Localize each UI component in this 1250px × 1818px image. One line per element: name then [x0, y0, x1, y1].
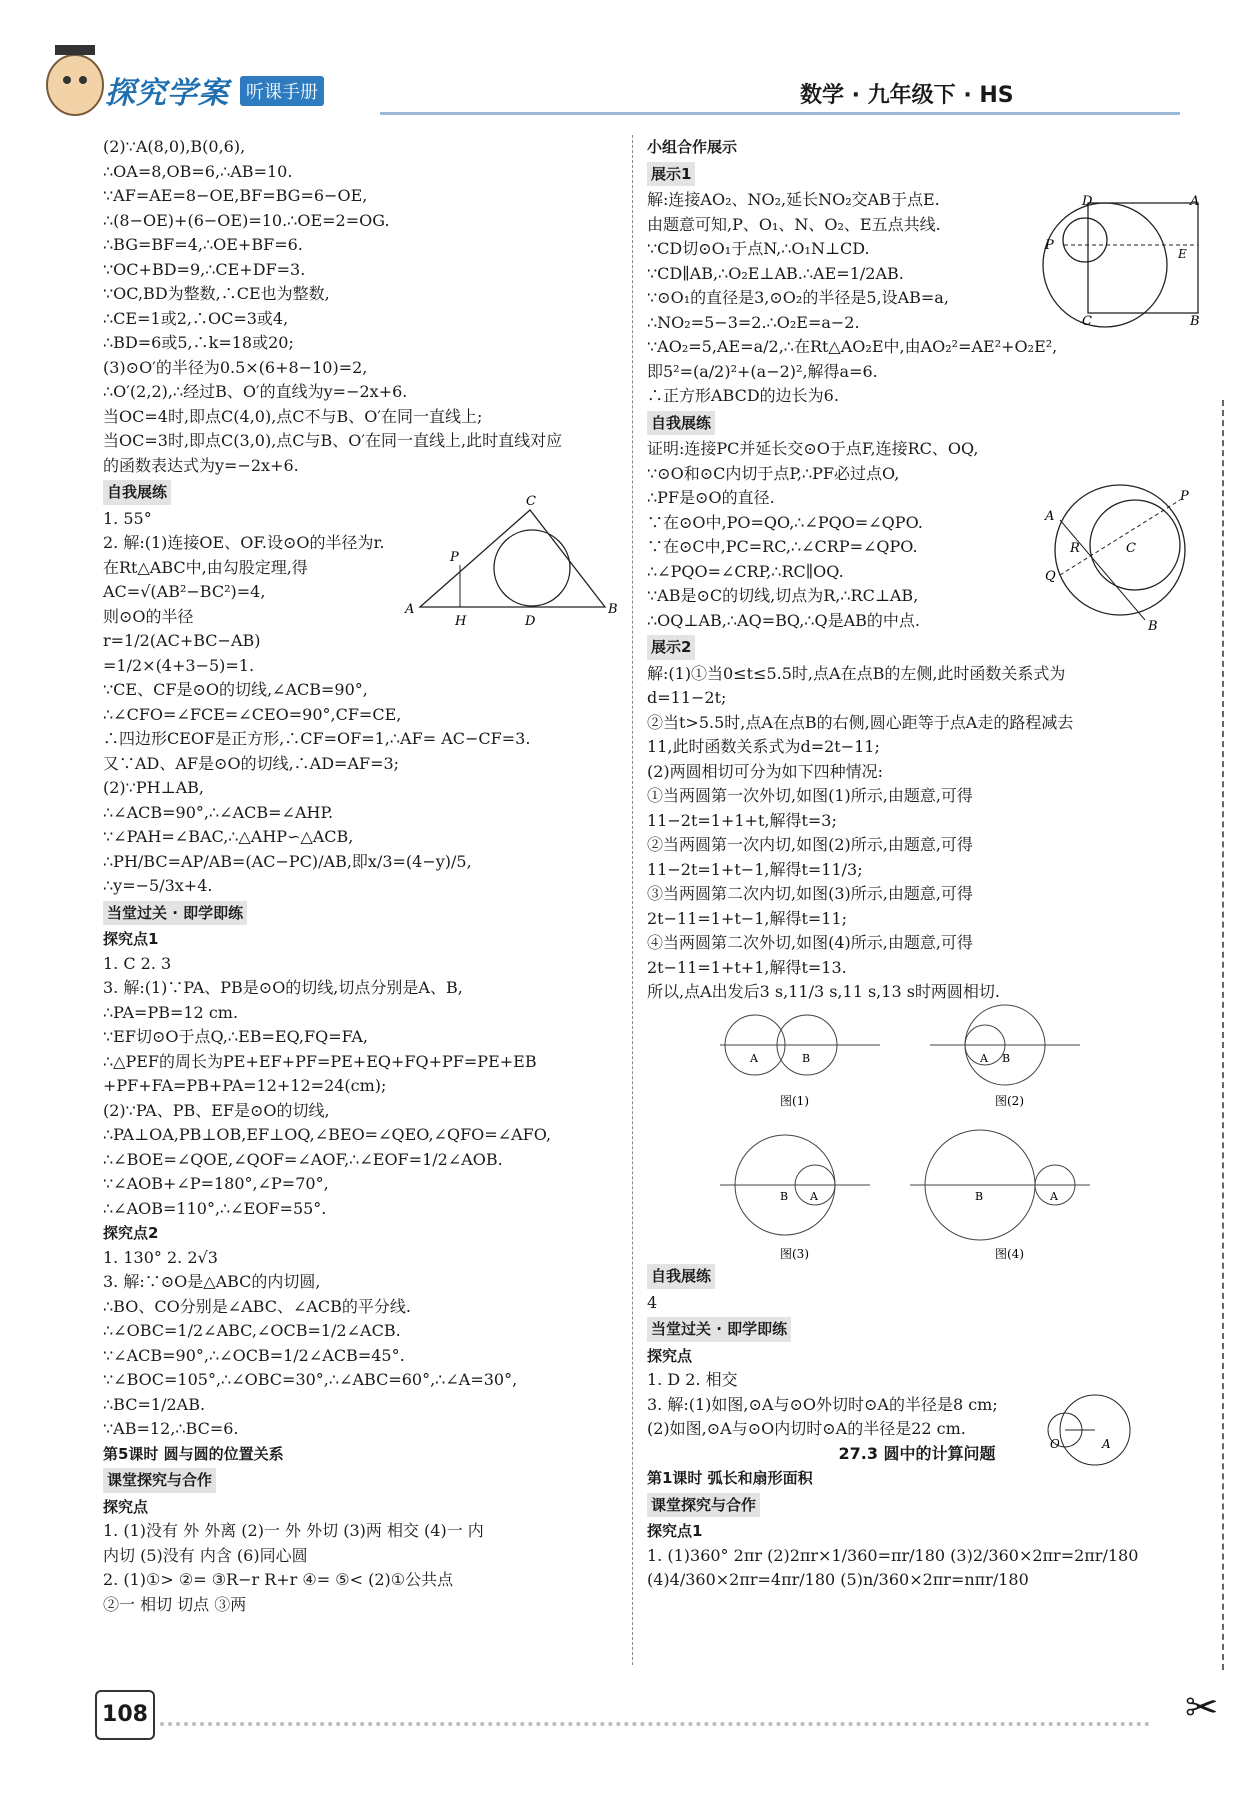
subheading: 第5课时 圆与圆的位置关系 [103, 1444, 284, 1463]
page-header [0, 0, 1250, 130]
text-line: 在Rt△ABC中,由勾股定理,得 [103, 557, 308, 577]
text-line: ∵AF=AE=8−OE,BF=BG=6−OE, [103, 186, 368, 205]
text-line: 1. 130° 2. 2√3 [103, 1247, 218, 1267]
scissors-icon: ✂ [1185, 1685, 1219, 1731]
text-line: 2t−11=1+t−1,解得t=11; [647, 908, 848, 928]
text-line: 3. 解:(1)∵PA、PB是⊙O的切线,切点分别是A、B, [103, 978, 463, 997]
text-line: ∴∠CFO=∠FCE=∠CEO=90°,CF=CE, [103, 704, 402, 724]
text-line: ∴∠OBC=1/2∠ABC,∠OCB=1/2∠ACB. [103, 1321, 401, 1340]
cut-line [1222, 400, 1224, 1670]
text-line: 1. C 2. 3 [103, 953, 172, 973]
text-line: 1. (1)360° 2πr (2)2πr×1/360=πr/180 (3)2/360×2πr=2πr/180 [647, 1545, 1139, 1565]
svg-text:A: A [810, 1190, 818, 1203]
svg-text:B: B [1002, 1052, 1011, 1065]
svg-text:A: A [1102, 1437, 1111, 1451]
text-line: 当OC=4时,即点C(4,0),点C不与B、O′在同一直线上; [103, 406, 483, 426]
text-line: ∴PA=PB=12 cm. [103, 1002, 239, 1022]
section-bar-label: 课堂探究与合作 [103, 1468, 216, 1493]
fig1-caption: 图(1) [780, 1094, 809, 1108]
text-line: ∵CE、CF是⊙O的切线,∠ACB=90°, [103, 680, 368, 699]
text-line: r=1/2(AC+BC−AB) [103, 631, 261, 650]
svg-text:C: C [1126, 541, 1136, 556]
svg-text:B: B [608, 602, 618, 617]
text-line: ∵在⊙C中,PC=RC,∴∠CRP=∠QPO. [647, 537, 918, 556]
section-bar-label: 自我展练 [103, 480, 171, 505]
text-line: 解:连接AO₂、NO₂,延长NO₂交AB于点E. [647, 190, 940, 209]
text-line: ∴∠AOB=110°,∴∠EOF=55°. [103, 1198, 327, 1218]
svg-text:D: D [1082, 195, 1093, 209]
text-line: 3. 解:(1)如图,⊙A与⊙O外切时⊙A的半径是8 cm; [647, 1394, 998, 1414]
text-line: 1. (1)没有 外 外离 (2)一 外 外切 (3)两 相交 (4)一 内 [103, 1521, 484, 1540]
text-line: 的函数表达式为y=−2x+6. [103, 455, 299, 475]
text-line: ∴y=−5/3x+4. [103, 876, 213, 895]
text-line: (2)∵PH⊥AB, [103, 778, 205, 797]
four-circle-cases-figure [710, 1000, 1190, 1280]
column-divider [632, 135, 633, 1665]
tangent-circles-small-figure [1040, 1390, 1170, 1470]
text-line: 所以,点A出发后3 s,11/3 s,11 s,13 s时两圆相切. [647, 982, 1001, 1001]
text-line: +PF+FA=PB+PA=12+12=24(cm); [103, 1076, 387, 1095]
text-line: ∵∠BOC=105°,∴∠OBC=30°,∴∠ABC=60°,∴∠A=30°, [103, 1370, 518, 1389]
text-line: ∴O′(2,2),∴经过B、O′的直线为y=−2x+6. [103, 382, 408, 401]
brand-subtitle: 听课手册 [240, 76, 324, 106]
text-line: d=11−2t; [647, 688, 727, 707]
section-bar [647, 1315, 1187, 1344]
svg-text:P: P [450, 550, 459, 565]
text-line: 11−2t=1+1+t,解得t=3; [647, 810, 837, 830]
text-line: ∴△PEF的周长为PE+EF+PF=PE+EQ+FQ+PF=PE+EB [103, 1051, 537, 1071]
text-line: ∵∠PAH=∠BAC,∴△AHP∽△ACB, [103, 827, 354, 846]
text-line: 由题意可知,P、O₁、N、O₂、E五点共线. [647, 214, 941, 234]
svg-text:R: R [1070, 541, 1080, 556]
text-line: 证明:连接PC并延长交⊙O于点F,连接RC、OQ, [647, 439, 979, 458]
section-bar [647, 160, 1187, 189]
text-line: 则⊙O的半径 [103, 606, 194, 626]
svg-text:B: B [975, 1190, 984, 1203]
triangle-incircle-figure [400, 495, 620, 625]
text-line: (2)如图,⊙A与⊙O内切时⊙A的半径是22 cm. [647, 1419, 966, 1438]
text-line: ∴四边形CEOF是正方形,∴CF=OF=1,∴AF= AC−CF=3. [103, 729, 531, 748]
text-line: ∴BG=BF=4,∴OE+BF=6. [103, 235, 303, 254]
subheading: 探究点 [647, 1346, 693, 1365]
svg-text:A: A [980, 1052, 988, 1065]
svg-text:A: A [405, 602, 415, 617]
subheading: 小组合作展示 [647, 138, 738, 156]
fig3-caption: 图(3) [780, 1247, 809, 1261]
text-line: 2. (1)①> ②= ③R−r R+r ④= ⑤< (2)①公共点 [103, 1570, 454, 1589]
text-line: 3. 解:∵⊙O是△ABC的内切圆, [103, 1272, 321, 1291]
text-line: ∵OC+BD=9,∴CE+DF=3. [103, 259, 306, 279]
text-line: ∴OQ⊥AB,∴AQ=BQ,∴Q是AB的中点. [647, 610, 920, 630]
brand-title: 探究学案 [105, 76, 229, 111]
text-line: ∴NO₂=5−3=2.∴O₂E=a−2. [647, 312, 860, 332]
text-line: ∴PH/BC=AP/AB=(AC−PC)/AB,即x/3=(4−y)/5, [103, 851, 472, 871]
text-line: ∵⊙O₁的直径是3,⊙O₂的半径是5,设AB=a, [647, 288, 949, 307]
svg-text:B: B [1148, 619, 1158, 630]
section-bar [103, 1466, 623, 1495]
svg-text:D: D [525, 614, 536, 625]
text-line: ∵CD∥AB,∴O₂E⊥AB.∴AE=1/2AB. [647, 263, 904, 283]
text-line: (2)两圆相切可分为如下四种情况: [647, 761, 884, 781]
svg-text:P: P [1180, 489, 1189, 504]
text-line: ④当两圆第二次外切,如图(4)所示,由题意,可得 [647, 933, 973, 952]
section-bar-label: 当堂过关 · 即学即练 [103, 901, 247, 926]
fig4-caption: 图(4) [995, 1247, 1024, 1261]
text-line: ∵OC,BD为整数,∴CE也为整数, [103, 284, 330, 303]
text-line: ∵AB=12,∴BC=6. [103, 1419, 239, 1438]
section-bar [647, 409, 1187, 438]
section-bar-label: 课堂探究与合作 [647, 1493, 760, 1518]
text-line: (2)∵A(8,0),B(0,6), [103, 137, 246, 156]
section-bar-label: 自我展练 [647, 411, 715, 436]
text-line: ∴BO、CO分别是∠ABC、∠ACB的平分线. [103, 1296, 412, 1316]
text-line: (3)⊙O′的半径为0.5×(6+8−10)=2, [103, 357, 368, 377]
text-line: =1/2×(4+3−5)=1. [103, 655, 255, 675]
text-line: ②当t>5.5时,点A在点B的右侧,圆心距等于点A走的路程减去 [647, 712, 1074, 732]
text-line: 又∵AD、AF是⊙O的切线,∴AD=AF=3; [103, 753, 400, 773]
text-line: ∴PF是⊙O的直径. [647, 488, 775, 507]
text-line: ∵AB是⊙C的切线,切点为R,∴RC⊥AB, [647, 586, 919, 605]
svg-text:A: A [1050, 1190, 1058, 1203]
text-line: 11,此时函数关系式为d=2t−11; [647, 737, 880, 756]
svg-text:B: B [780, 1190, 789, 1203]
subheading: 探究点 [103, 1497, 149, 1516]
text-line: ∵⊙O和⊙C内切于点P,∴PF必过点O, [647, 463, 900, 483]
dotted-rule [160, 1722, 1150, 1730]
svg-text:Q: Q [1045, 569, 1056, 584]
section-bar [647, 1491, 1187, 1520]
section-bar [647, 633, 1187, 662]
text-line: ∴OA=8,OB=6,∴AB=10. [103, 161, 293, 181]
svg-text:P: P [1045, 238, 1054, 253]
svg-text:A: A [1045, 509, 1055, 524]
text-line: ∵CD切⊙O₁于点N,∴O₁N⊥CD. [647, 239, 870, 258]
text-line: ∵∠AOB+∠P=180°,∠P=70°, [103, 1174, 329, 1193]
text-line: 当OC=3时,即点C(3,0),点C与B、O′在同一直线上,此时直线对应 [103, 431, 563, 450]
text-line: ∵在⊙O中,PO=QO,∴∠PQO=∠QPO. [647, 512, 923, 532]
section-bar-label: 自我展练 [647, 1264, 715, 1289]
text-line: 4 [647, 1292, 658, 1312]
section-bar-label: 当堂过关 · 即学即练 [647, 1317, 791, 1342]
text-line: ∴BC=1/2AB. [103, 1394, 206, 1414]
section-bar [103, 899, 623, 928]
text-line: (2)∵PA、PB、EF是⊙O的切线, [103, 1100, 330, 1120]
text-line: 解:(1)①当0≤t≤5.5时,点A在点B的左侧,此时函数关系式为 [647, 663, 1066, 683]
text-line: 即5²=(a/2)²+(a−2)²,解得a=6. [647, 361, 878, 381]
text-line: (4)4/360×2πr=4πr/180 (5)n/360×2πr=nπr/180 [647, 1570, 1029, 1589]
text-line: ∴(8−OE)+(6−OE)=10.∴OE=2=OG. [103, 210, 390, 230]
text-line: ∴正方形ABCD的边长为6. [647, 386, 839, 405]
inner-tangent-circles-figure [1040, 480, 1210, 630]
section-bar-label: 展示1 [647, 162, 695, 187]
svg-text:H: H [455, 614, 467, 625]
section-bar-label: 展示2 [647, 635, 695, 660]
text-line: ②当两圆第一次内切,如图(2)所示,由题意,可得 [647, 835, 973, 854]
text-line: ∵AO₂=5,AE=a/2,∴在Rt△AO₂E中,由AO₂²=AE²+O₂E², [647, 337, 1058, 356]
text-line: ∴PA⊥OA,PB⊥OB,EF⊥OQ,∠BEO=∠QEO,∠QFO=∠AFO, [103, 1125, 552, 1144]
text-line: AC=√(AB²−BC²)=4, [103, 582, 266, 601]
text-line: ∵∠ACB=90°,∴∠OCB=1/2∠ACB=45°. [103, 1345, 405, 1365]
text-line: 11−2t=1+t−1,解得t=11/3; [647, 859, 863, 879]
text-line: ∴∠BOE=∠QOE,∠QOF=∠AOF,∴∠EOF=1/2∠AOB. [103, 1149, 503, 1169]
text-line: ①当两圆第一次外切,如图(1)所示,由题意,可得 [647, 786, 973, 805]
svg-text:C: C [1082, 314, 1092, 329]
text-line: ∴CE=1或2,∴OC=3或4, [103, 308, 289, 328]
left-column [103, 135, 623, 1617]
svg-text:A: A [1190, 195, 1200, 209]
text-line: ∴∠ACB=90°,∴∠ACB=∠AHP. [103, 802, 334, 822]
text-line: 1. 55° [103, 508, 152, 528]
subheading: 探究点2 [103, 1224, 159, 1242]
svg-text:A: A [750, 1052, 758, 1065]
svg-text:O: O [1050, 1437, 1060, 1451]
svg-text:B: B [802, 1052, 811, 1065]
text-line: 2t−11=1+t+1,解得t=13. [647, 957, 847, 977]
subheading: 第1课时 弧长和扇形面积 [647, 1469, 813, 1487]
svg-text:B: B [1190, 314, 1200, 329]
page-number: 108 [95, 1690, 155, 1740]
text-line: ②一 相切 切点 ③两 [103, 1594, 247, 1614]
square-circles-figure [1040, 195, 1210, 335]
text-line: 内切 (5)没有 内含 (6)同心圆 [103, 1545, 308, 1565]
section-title: 27.3 圆中的计算问题 [838, 1443, 996, 1463]
subheading: 探究点1 [103, 930, 159, 948]
svg-text:E: E [1178, 247, 1187, 261]
fig2-caption: 图(2) [995, 1094, 1024, 1108]
text-line: ③当两圆第二次内切,如图(3)所示,由题意,可得 [647, 884, 973, 903]
text-line: ∴BD=6或5,∴k=18或20; [103, 333, 294, 352]
subject-label: 数学 · 九年级下 · HS [800, 83, 1014, 108]
subheading: 探究点1 [647, 1522, 703, 1540]
text-line: 2. 解:(1)连接OE、OF.设⊙O的半径为r. [103, 533, 385, 552]
text-line: 1. D 2. 相交 [647, 1370, 738, 1389]
header-rule [380, 112, 1180, 115]
text-line: ∴∠PQO=∠CRP,∴RC∥OQ. [647, 561, 844, 581]
svg-text:C: C [526, 495, 536, 509]
text-line: ∵EF切⊙O于点Q,∴EB=EQ,FQ=FA, [103, 1027, 368, 1046]
